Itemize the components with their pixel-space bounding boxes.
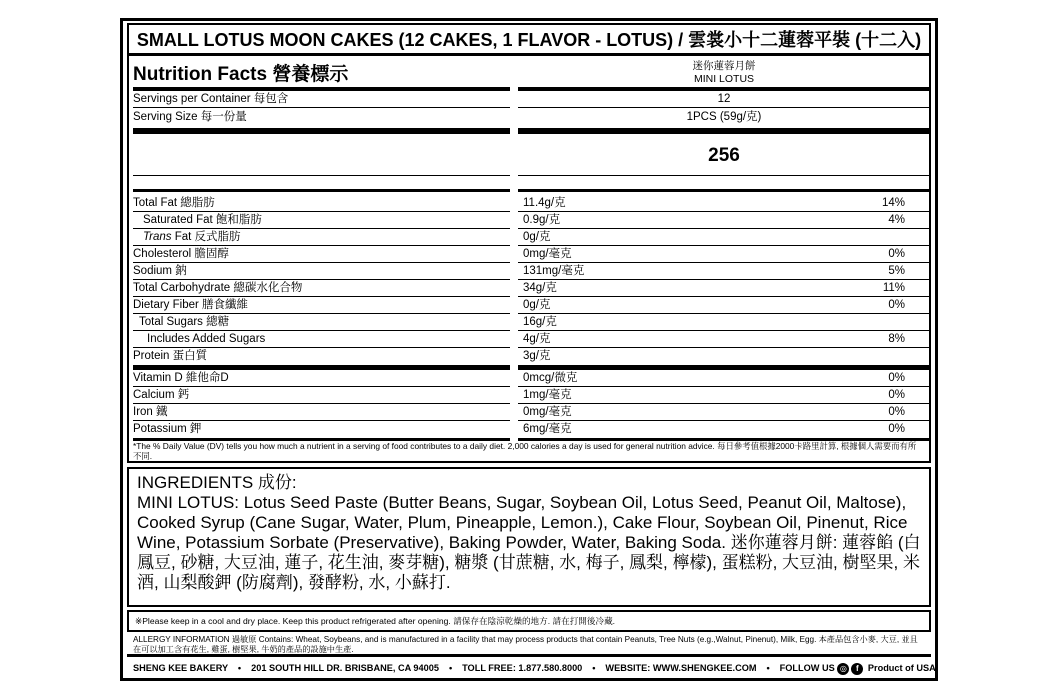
nutrient-row: [129, 331, 929, 348]
mineral-dv: 0%: [888, 406, 905, 418]
mineral-row: [129, 370, 929, 387]
nutrient-dv: 0%: [888, 299, 905, 311]
storage-note: ※Please keep in a cool and dry place. Keep this product refrigerated after opening. 請保存在陰涼乾燥的地方. 請在打開後冷藏.: [127, 610, 931, 632]
nutrient-amount: 0g/克: [523, 299, 551, 311]
company-name: SHENG KEE BAKERY: [133, 663, 228, 673]
serving-rule-right: [518, 128, 930, 134]
mineral-dv: 0%: [888, 389, 905, 401]
mineral-amount: 1mg/毫克: [523, 389, 572, 401]
instagram-icon[interactable]: ◎: [837, 663, 849, 675]
calories-rule-right: [518, 175, 930, 176]
company-footer: SHENG KEE BAKERY • 201 SOUTH HILL DR. BRISBANE, CA 94005 • TOLL FREE: 1.877.580.8000 • WEBSITE: WWW.SHENGKEE.COM • FOLLOW US ◎ f Product of USA: [133, 663, 936, 673]
nutrient-row: [129, 348, 929, 365]
trans-fat-label: Fat 反式脂肪: [171, 231, 241, 243]
serving-size-row: [129, 109, 929, 126]
company-address: 201 SOUTH HILL DR. BRISBANE, CA 94005: [251, 663, 439, 673]
nutrient-name: Cholesterol 膽固醇: [133, 248, 229, 260]
nutrient-row: [129, 229, 929, 246]
servings-value: 12: [717, 93, 731, 105]
nutrient-amount: 131mg/毫克: [523, 265, 585, 277]
nutrient-row: [129, 195, 929, 212]
nutrition-label: [120, 18, 938, 681]
nutrient-name: Protein 蛋白質: [133, 350, 208, 362]
mineral-name: Iron 鐵: [133, 406, 168, 418]
nutrient-name: [143, 229, 241, 246]
ingredients-panel: [127, 467, 931, 607]
nutrient-dv: 4%: [888, 214, 905, 226]
nutrient-amount: 34g/克: [523, 282, 557, 294]
allergy-information: ALLERGY INFORMATION 過敏原 Contains: Wheat, Soybeans, and is manufactured in a facility that may process products that contain Peanuts, Tree Nuts (e.g.,Walnut, Pinenut), Milk, Egg. 本產品包含小麥, 大豆, 並且在可以加工含有花生, 雞蛋, 樹堅果, 牛奶的產品的設施中生產.: [127, 633, 931, 657]
nutrient-amount: 0mg/毫克: [523, 248, 572, 260]
mineral-amount: 0mg/毫克: [523, 406, 572, 418]
nutrient-row: [129, 246, 929, 263]
mineral-dv: 0%: [888, 372, 905, 384]
nutrient-name: Sodium 鈉: [133, 265, 187, 277]
nutrient-name: Total Carbohydrate 總碳水化合物: [133, 282, 303, 294]
mineral-amount: 6mg/毫克: [523, 423, 572, 435]
mineral-name: Potassium 鉀: [133, 423, 202, 435]
nutrition-facts-title: Nutrition Facts 營養標示: [133, 64, 349, 85]
ingredients-text: MINI LOTUS: Lotus Seed Paste (Butter Beans, Sugar, Soybean Oil, Lotus Seed, Peanut Oil, Maltose), Cooked Syrup (Cane Sugar, Water, Plum, Pineapple, Lemon.), Cake Flour, Soybean Oil, Pinenut, Rice Wine, Potassium Sorbate (Preservative), Baking Powder, Water, Baking Soda. 迷你蓮蓉月餅: 蓮蓉餡 (白鳳豆, 砂糖, 大豆油, 蓮子, 花生油, 麥芽糖), 糖漿 (甘蔗糖, 水, 梅子, 鳳梨, 檸檬), 蛋糕粉, 大豆油, 樹堅果, 米酒, 山梨酸鉀 (防腐劑), 發酵粉, 水, 小蘇打.: [137, 493, 921, 592]
nutrient-dv: 11%: [882, 282, 905, 294]
mineral-name: Calcium 鈣: [133, 389, 190, 401]
dv-rule-right: [518, 189, 930, 192]
nutrient-dv: 0%: [888, 248, 905, 260]
trans-label: Trans: [143, 231, 172, 243]
nutrient-dv: 8%: [888, 333, 905, 345]
serving-rule-left: [133, 128, 510, 134]
nutrient-row: [129, 212, 929, 229]
nutrition-panel: [127, 23, 931, 463]
website[interactable]: WEBSITE: WWW.SHENGKEE.COM: [605, 663, 757, 673]
nutrient-row: [129, 280, 929, 297]
product-origin: Product of USA: [867, 663, 936, 673]
nutrient-name: Total Sugars 總糖: [139, 316, 230, 328]
nutrient-amount: 4g/克: [523, 333, 551, 345]
product-title: SMALL LOTUS MOON CAKES (12 CAKES, 1 FLAVOR - LOTUS) / 雲裳小十二蓮蓉平裝 (十二入): [129, 27, 929, 56]
dv-rule-left: [133, 189, 510, 192]
servings-row: [129, 91, 929, 108]
nutrient-amount: 11.4g/克: [523, 197, 566, 209]
follow-us-label: FOLLOW US: [779, 663, 835, 673]
mineral-row: [129, 387, 929, 404]
daily-value-footnote: *The % Daily Value (DV) tells you how much a nutrient in a serving of food contributes to a daily diet. 2,000 calories a day is used for general nutrition advice. 每日參考值根據2000卡路里計算, 根據個人需要而有所不同.: [133, 441, 917, 461]
mineral-dv: 0%: [888, 423, 905, 435]
nutrient-amount: 0g/克: [523, 231, 551, 243]
toll-free-number: TOLL FREE: 1.877.580.8000: [462, 663, 583, 673]
nutrient-amount: 16g/克: [523, 316, 557, 328]
mineral-row: [129, 404, 929, 421]
nutrient-amount: 0.9g/克: [523, 214, 561, 226]
servings-label: Servings per Container 每包含: [133, 93, 289, 105]
nutrient-name: Dietary Fiber 膳食纖維: [133, 299, 249, 311]
mineral-row: [129, 421, 929, 438]
nutrient-dv: 14%: [881, 197, 905, 209]
nutrient-row: [129, 314, 929, 331]
ingredients-title: INGREDIENTS 成份:: [137, 473, 297, 492]
nutrient-name: Includes Added Sugars: [147, 333, 266, 345]
flavor-name-en: MINI LOTUS: [693, 73, 755, 85]
nutrient-amount: 3g/克: [523, 350, 551, 362]
nutrient-row: [129, 263, 929, 280]
flavor-name-zh: 迷你蓮蓉月餅: [692, 60, 756, 72]
serving-size-value: 1PCS (59g/克): [686, 111, 762, 123]
nutrient-name: Total Fat 總脂肪: [133, 197, 215, 209]
nutrient-name: Saturated Fat 飽和脂肪: [143, 214, 262, 226]
facebook-icon[interactable]: f: [851, 663, 863, 675]
mineral-name: Vitamin D 維他命D: [133, 372, 229, 384]
serving-size-label: Serving Size 每一份量: [133, 111, 247, 123]
nutrient-dv: 5%: [888, 265, 905, 277]
nutrient-row: [129, 297, 929, 314]
mineral-amount: 0mcg/微克: [523, 372, 578, 384]
calories-value: 256: [708, 145, 740, 166]
calories-rule-left: [133, 175, 510, 176]
